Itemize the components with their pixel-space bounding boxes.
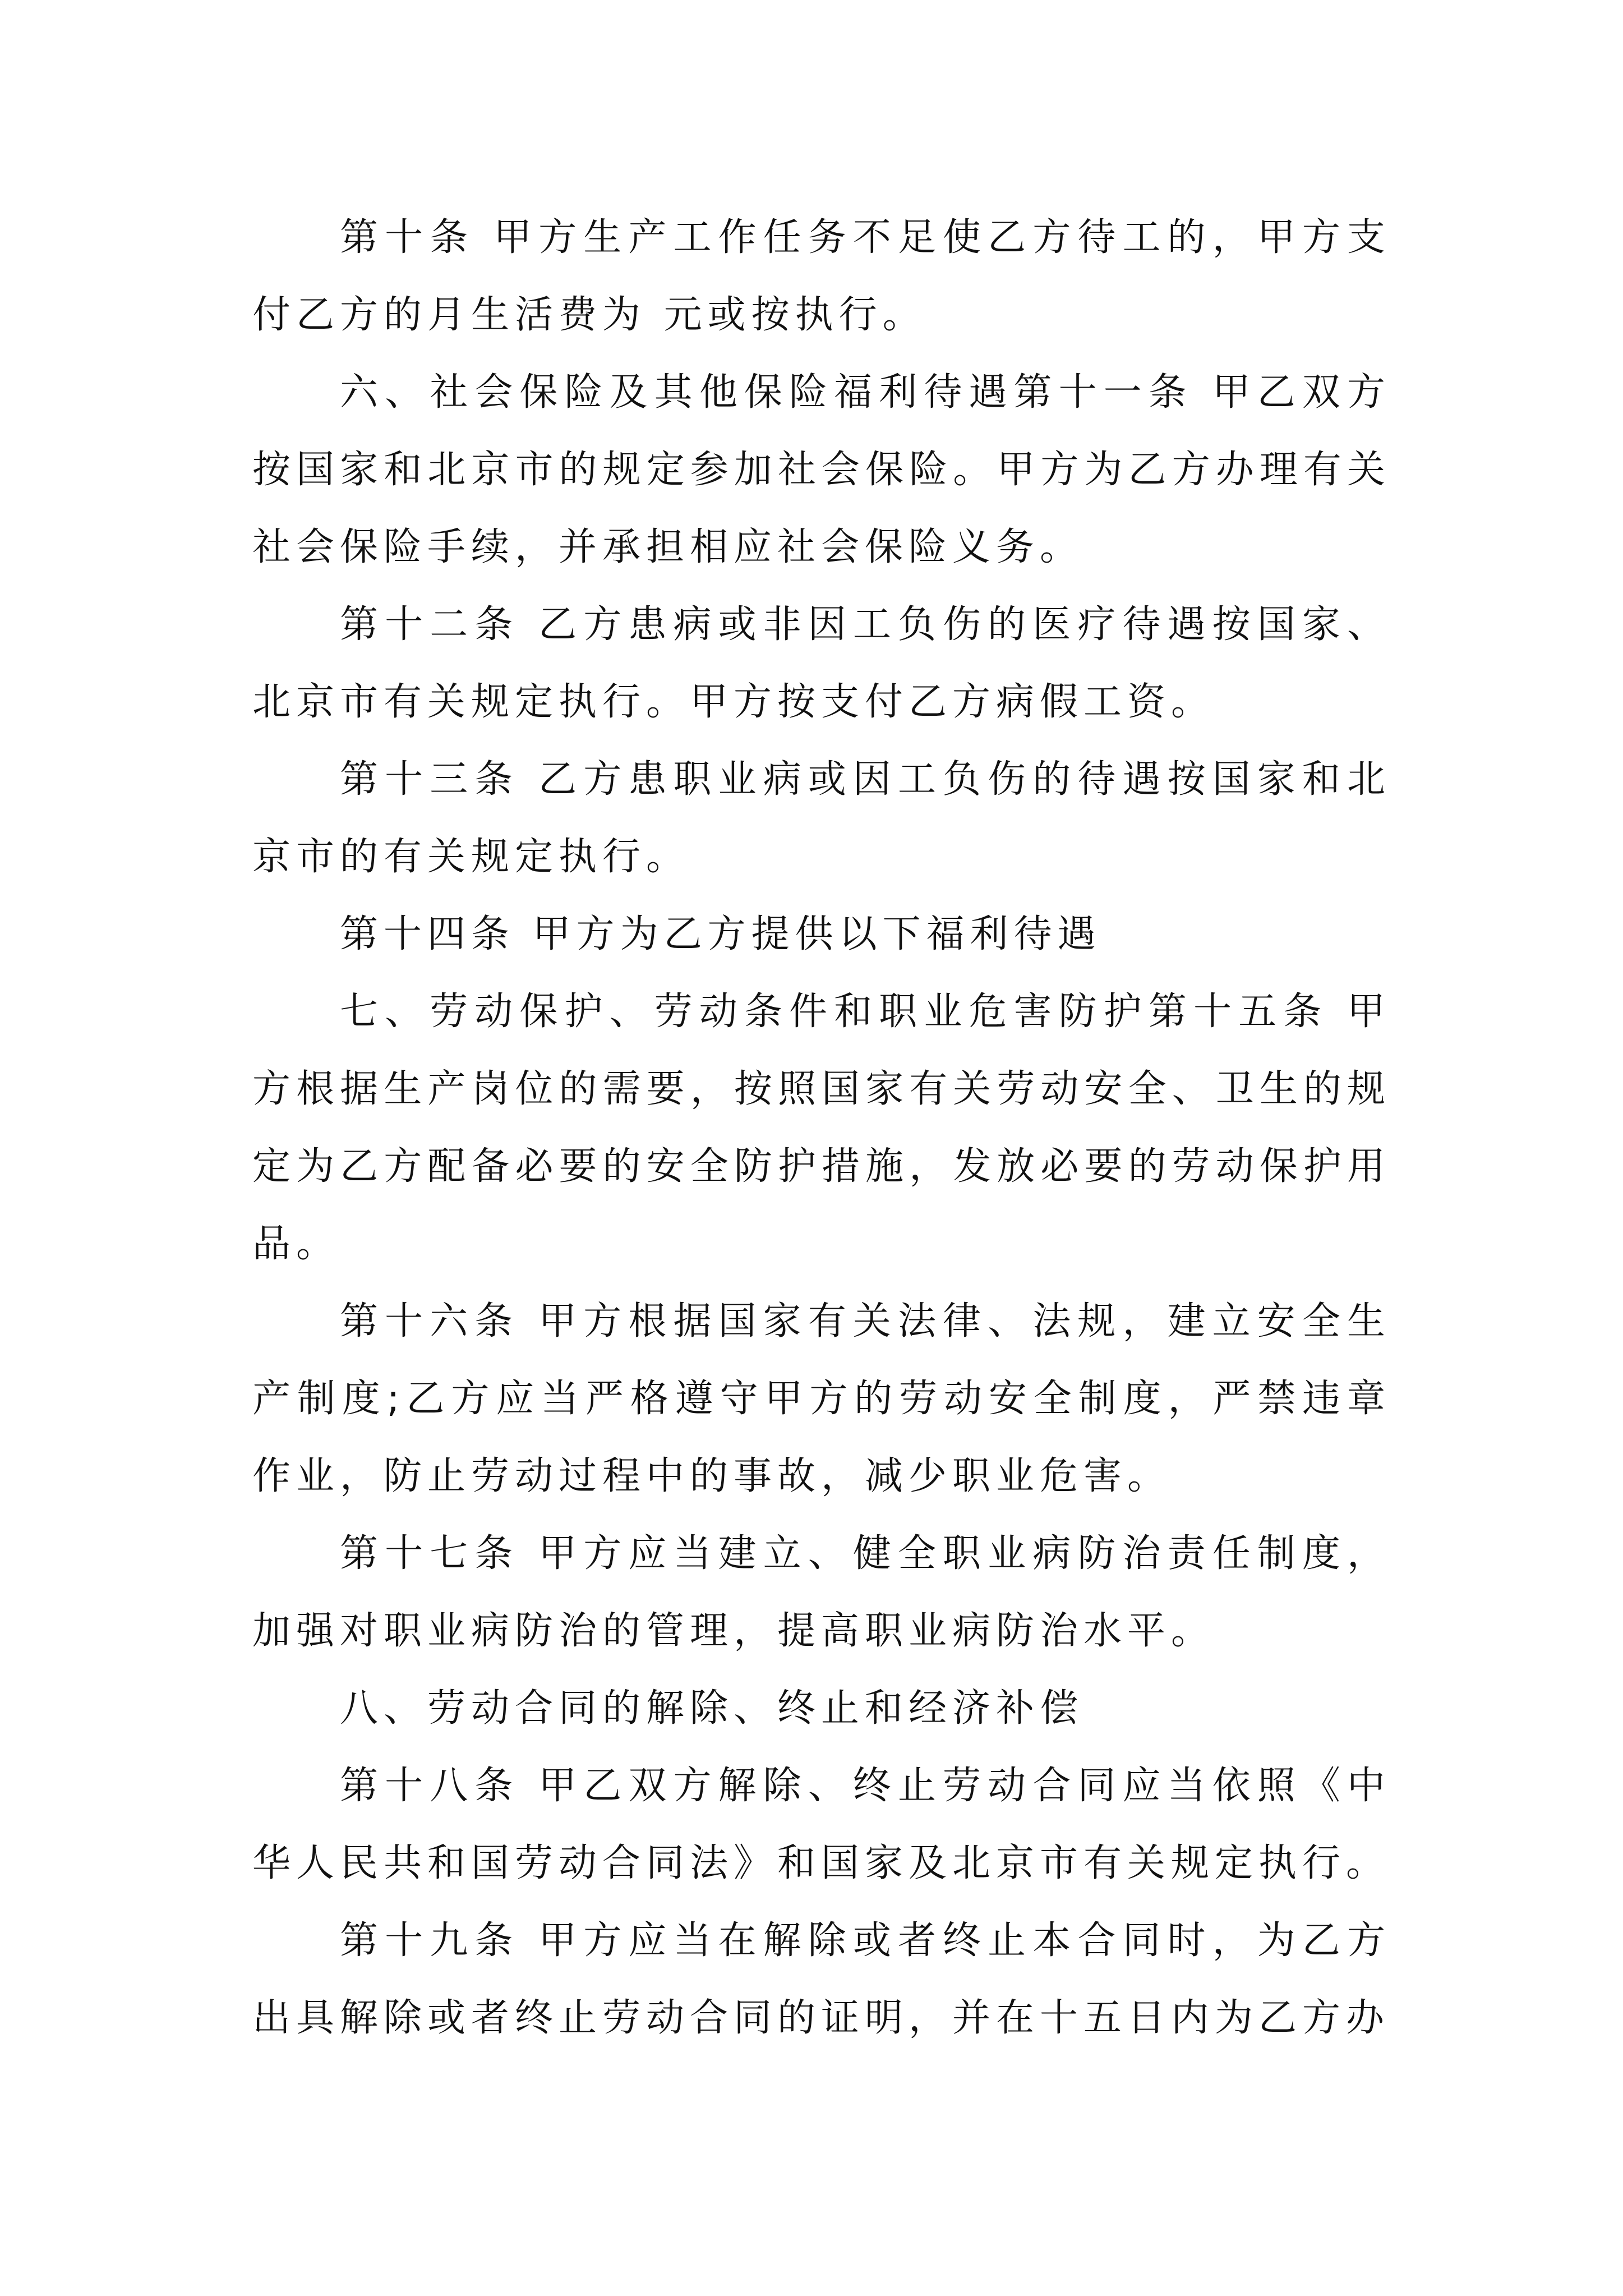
paragraph-article-10: 第十条 甲方生产工作任务不足使乙方待工的，甲方支付乙方的月生活费为 元或按执行。 <box>252 215 1391 337</box>
paragraph-article-18: 第十八条 甲乙双方解除、终止劳动合同应当依照《中华人民共和国劳动合同法》和国家及北京市有关规定执行。 <box>252 1764 1391 1885</box>
paragraph-article-12: 第十二条 乙方患病或非因工负伤的医疗待遇按国家、北京市有关规定执行。甲方按支付乙方病假工资。 <box>252 602 1391 724</box>
paragraph-labor-protection-article-15: 七、劳动保护、劳动条件和职业危害防护第十五条 甲方根据生产岗位的需要，按照国家有关劳动安全、卫生的规定为乙方配备必要的安全防护措施，发放必要的劳动保护用品。 <box>252 990 1391 1266</box>
contract-body <box>252 199 1391 2057</box>
paragraph-article-17: 第十七条 甲方应当建立、健全职业病防治责任制度，加强对职业病防治的管理，提高职业病防治水平。 <box>252 1531 1391 1653</box>
section-heading-termination: 八、劳动合同的解除、终止和经济补偿 <box>340 1686 1084 1731</box>
paragraph-article-13: 第十三条 乙方患职业病或因工负伤的待遇按国家和北京市的有关规定执行。 <box>252 757 1391 879</box>
paragraph-article-14: 第十四条 甲方为乙方提供以下福利待遇 <box>340 912 1101 956</box>
paragraph-article-19: 第十九条 甲方应当在解除或者终止本合同时，为乙方出具解除或者终止劳动合同的证明，并在十五日内为乙方办 <box>252 1918 1391 2040</box>
paragraph-social-insurance-article-11: 六、社会保险及其他保险福利待遇第十一条 甲乙双方按国家和北京市的规定参加社会保险。甲方为乙方办理有关社会保险手续，并承担相应社会保险义务。 <box>252 370 1391 569</box>
paragraph-article-16: 第十六条 甲方根据国家有关法律、法规，建立安全生产制度;乙方应当严格遵守甲方的劳动安全制度，严禁违章作业，防止劳动过程中的事故，减少职业危害。 <box>252 1299 1391 1498</box>
